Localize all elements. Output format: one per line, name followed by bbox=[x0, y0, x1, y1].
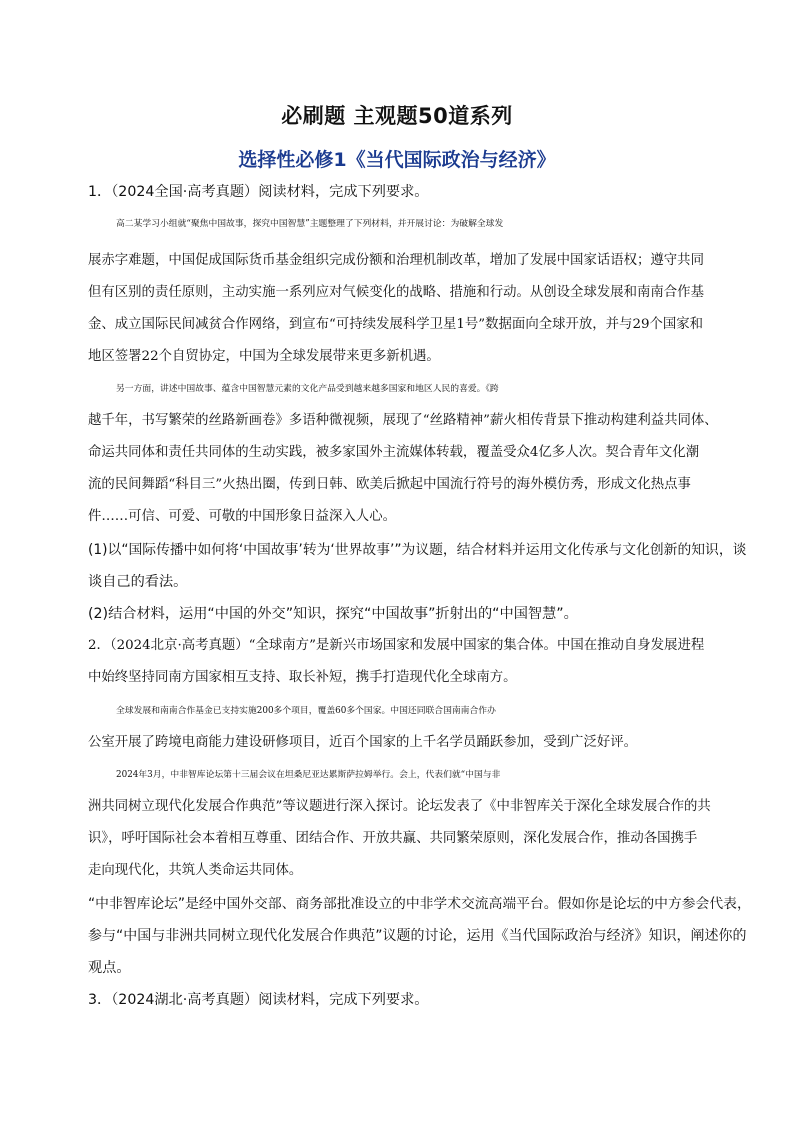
question-2-heading: 2．（2024北京·高考真题）“全球南方”是新兴市场国家和发展中国家的集合体。中国在推动自身发展进程 bbox=[88, 638, 705, 653]
document-subtitle: 选择性必修1《当代国际政治与经济》 bbox=[238, 149, 556, 171]
paragraph-line: 另一方面，讲述中国故事、蕴含中国智慧元素的文化产品受到越来越多国家和地区人民的喜爱。《跨 bbox=[116, 384, 499, 394]
paragraph-line: 识》，呼吁国际社会本着相互尊重、团结合作、开放共赢、共同繁荣原则，深化发展合作，推动各国携手 bbox=[88, 831, 698, 846]
question-1-part-2: (2)结合材料，运用“中国的外交”知识，探究“中国故事”折射出的“中国智慧”。 bbox=[88, 606, 578, 622]
document-title: 必刷题 主观题50道系列 bbox=[281, 104, 513, 128]
question-1-part-1-cont: 谈自己的看法。 bbox=[88, 574, 188, 590]
question-2-prompt-cont: 参与“中国与非洲共同树立现代化发展合作典范”议题的讨论，运用《当代国际政治与经济》知识，阐述你的 bbox=[88, 928, 747, 944]
paragraph-line: 地区签署22个自贸协定，中国为全球发展带来更多新机遇。 bbox=[88, 349, 440, 364]
paragraph-line: 洲共同树立现代化发展合作典范”等议题进行深入探讨。论坛发表了《中非智库关于深化全球发展合作的共 bbox=[88, 799, 711, 814]
paragraph-line: 走向现代化，共筑人类命运共同体。 bbox=[88, 863, 303, 878]
question-3-heading: 3．（2024湖北·高考真题）阅读材料，完成下列要求。 bbox=[88, 992, 429, 1008]
paragraph-line: 但有区别的责任原则，主动实施一系列应对气候变化的战略、措施和行动。从创设全球发展和南南合作基 bbox=[88, 285, 704, 300]
paragraph-line: 中始终坚持同南方国家相互支持、取长补短，携手打造现代化全球南方。 bbox=[88, 670, 517, 685]
question-1-part-1: (1)以“国际传播中如何将‘中国故事’转为‘世界故事’”为议题，结合材料并运用文化传承与文化创新的知识，谈 bbox=[88, 542, 747, 558]
question-2-prompt: “中非智库论坛”是经中国外交部、商务部批准设立的中非学术交流高端平台。假如你是论坛的中方参会代表， bbox=[88, 896, 751, 912]
paragraph-line: 越千年，书写繁荣的丝路新画卷》多语种微视频，展现了“丝路精神”薪火相传背景下推动构建利益共同体、 bbox=[88, 413, 718, 428]
paragraph-line: 金、成立国际民间减贫合作网络，到宣布“可持续发展科学卫星1号”数据面向全球开放，并与29个国家和 bbox=[88, 317, 704, 332]
paragraph-line: 全球发展和南南合作基金已支持实施200多个项目，覆盖60多个国家。中国还同联合国南南合作办 bbox=[116, 706, 496, 716]
paragraph-line: 命运共同体和责任共同体的生动实践，被多家国外主流媒体转载，覆盖受众4亿多人次。契合青年文化潮 bbox=[88, 445, 700, 460]
paragraph-line: 2024年3月，中非智库论坛第十三届会议在坦桑尼亚达累斯萨拉姆举行。会上，代表们就“中国与非 bbox=[116, 770, 501, 780]
paragraph-line: 展赤字难题，中国促成国际货币基金组织完成份额和治理机制改革，增加了发展中国家话语权；遵守共同 bbox=[88, 253, 704, 268]
paragraph-line: 件……可信、可爱、可敬的中国形象日益深入人心。 bbox=[88, 509, 396, 524]
paragraph-line: 高二某学习小组就“聚焦中国故事，探究中国智慧”主题整理了下列材料，并开展讨论：为破解全球发 bbox=[116, 219, 504, 229]
question-2-prompt-end: 观点。 bbox=[88, 960, 131, 976]
paragraph-line: 流的民间舞蹈“科目三”火热出圈，传到日韩、欧美后掀起中国流行符号的海外模仿秀，形成文化热点事 bbox=[88, 477, 691, 492]
paragraph-line: 公室开展了跨境电商能力建设研修项目，近百个国家的上千名学员踊跃参加，受到广泛好评。 bbox=[88, 735, 638, 750]
question-1-heading: 1．（2024全国·高考真题）阅读材料，完成下列要求。 bbox=[88, 184, 429, 200]
